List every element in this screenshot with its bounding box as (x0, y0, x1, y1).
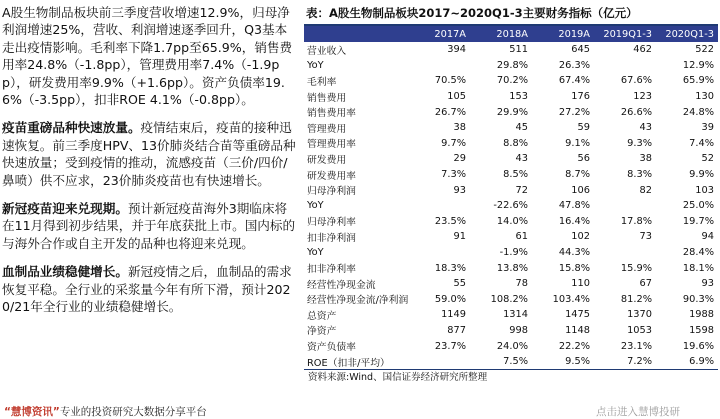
table-row (304, 260, 718, 276)
table-cell: 108.2% (490, 293, 528, 305)
row-label: 管理费用 (307, 123, 347, 135)
table-cell: 38 (639, 153, 652, 165)
table-row (304, 354, 718, 370)
table-cell: 9.1% (565, 137, 590, 149)
table-cell: 27.2% (558, 106, 590, 118)
header-cell: 2017A (434, 28, 466, 40)
row-label: 归母净利润 (307, 186, 356, 198)
table-cell: 19.6% (682, 340, 714, 352)
table-cell (408, 354, 470, 370)
table-row (304, 276, 718, 292)
table-cell: 90.3% (682, 293, 714, 305)
table-cell: 43 (639, 122, 652, 134)
header-cell: 2020Q1-3 (665, 28, 714, 40)
table-cell: 18.3% (434, 262, 466, 274)
header-cell: 2019A (558, 28, 590, 40)
row-label: 研发费用 (307, 154, 347, 166)
row-label: 研发费用率 (307, 170, 356, 182)
footer-text: 专业的投资研究大数据分享平台 (59, 406, 207, 418)
table-cell: 15.8% (558, 262, 590, 274)
table-row (304, 229, 718, 245)
table-header-row (304, 26, 718, 42)
row-label: 销售费用 (307, 92, 347, 104)
table-cell: 123 (633, 91, 652, 103)
table-cell (594, 198, 656, 214)
table-cell: -1.9% (499, 247, 528, 259)
row-label: 销售费用率 (307, 108, 356, 120)
table-cell: 38 (453, 122, 466, 134)
row-label: 管理费用率 (307, 139, 356, 151)
table-cell: 24.0% (496, 340, 528, 352)
table-cell: 16.4% (558, 215, 590, 227)
row-label: 经营性净现金流/净利润 (307, 295, 408, 307)
table-cell: 67.4% (558, 75, 590, 87)
table-cell: 9.3% (627, 137, 652, 149)
row-label: 总资产 (307, 310, 337, 322)
header-cell: 2018A (496, 28, 528, 40)
row-label: 资产负债率 (307, 342, 356, 354)
table-cell: 55 (453, 278, 466, 290)
row-label: YoY (307, 247, 324, 259)
paragraph-text: 新冠疫情之后，血制品的需求恢复平稳。全行业的采浆量今年有所下滑，预计2020/21年全行业的业绩稳健增长。 (2, 264, 292, 315)
table-row (304, 73, 718, 89)
table-row (304, 136, 718, 152)
table-cell: 103.4% (552, 293, 590, 305)
table-body (304, 42, 718, 369)
financial-table-panel (304, 2, 718, 386)
table-cell: 8.7% (565, 169, 590, 181)
paragraph-covid-vaccine (2, 200, 298, 252)
row-label: 营业收入 (307, 45, 347, 57)
table-cell: 1988 (689, 309, 714, 321)
table-source: 资料来源:Wind、国信证券经济研究所整理 (304, 369, 718, 386)
header-cell: 2019Q1-3 (603, 28, 652, 40)
table-cell: 19.7% (682, 215, 714, 227)
table-cell: 106 (571, 184, 590, 196)
table-cell: 9.9% (689, 169, 714, 181)
table-row (304, 245, 718, 261)
table-cell: 998 (509, 324, 528, 336)
table-cell: 59.0% (434, 293, 466, 305)
table-cell: 17.8% (620, 215, 652, 227)
table-row (304, 151, 718, 167)
table-cell: 13.8% (496, 262, 528, 274)
table-cell: 29.9% (496, 106, 528, 118)
table-cell: 23.1% (620, 340, 652, 352)
paragraph-vaccine (2, 119, 298, 189)
paragraph-text: 预计新冠疫苗海外3期临床将在11月得到初步结果，并于年底获批上市。国内标的与海外合作或自主开发的品种也将迎来兑现。 (2, 201, 296, 251)
table-cell: 22.2% (558, 340, 590, 352)
table-cell (594, 245, 656, 261)
table-cell: 23.5% (434, 215, 466, 227)
table-cell: 26.6% (620, 106, 652, 118)
table-cell: 26.3% (558, 59, 590, 71)
table-cell: 9.5% (565, 356, 590, 368)
table-row (304, 292, 718, 308)
table-cell: 1314 (503, 309, 528, 321)
row-label: 经营性净现金流 (307, 279, 376, 291)
table-cell: 6.9% (689, 356, 714, 368)
table-cell: 93 (701, 278, 714, 290)
table-row (304, 42, 718, 58)
table-cell: 61 (515, 231, 528, 243)
table-cell: 70.2% (496, 75, 528, 87)
table-row (304, 338, 718, 354)
paragraph-text: A股生物制品板块前三季度营收增速12.9%，归母净利润增速25%，营收、利润增速逐季回升，Q3基本走出疫情影响。毛利率下降1.7pp至65.9%，销售费用率24.8%（-1.8pp），管理费用率7.4%（-1.9pp），研发费用率9.9%（+1.6pp）。资产负债率19.6%（-3.5pp），扣非ROE 4.1%（-0.8pp）。 (2, 5, 293, 108)
paragraph-lead: 新冠疫苗迎来兑现期。 (2, 201, 128, 217)
table-row (304, 198, 718, 214)
table-cell: 44.3% (558, 247, 590, 259)
table-cell: 176 (571, 91, 590, 103)
row-label: YoY (307, 200, 324, 212)
table-title: 表：A股生物制品板块2017~2020Q1-3主要财务指标（亿元） (304, 2, 718, 26)
row-label: 毛利率 (307, 76, 337, 88)
table-cell: 82 (639, 184, 652, 196)
table-cell: 1370 (627, 309, 652, 321)
table-row (304, 214, 718, 230)
table-cell: 29 (453, 153, 466, 165)
table-cell: 1598 (689, 324, 714, 336)
header-cell (304, 26, 408, 42)
table-cell: 153 (509, 91, 528, 103)
table-cell: 81.2% (620, 293, 652, 305)
table-cell: 39 (701, 122, 714, 134)
table-row (304, 182, 718, 198)
paragraph-lead: 疫苗重磅品种快速放量。 (2, 120, 141, 136)
row-label: ROE（扣非/平均） (307, 357, 390, 369)
table-cell: 78 (515, 278, 528, 290)
table-cell: 8.3% (627, 169, 652, 181)
table-cell: 8.5% (503, 169, 528, 181)
table-cell: 102 (571, 231, 590, 243)
table-cell: 56 (577, 153, 590, 165)
paragraph-text: 疫情结束后，疫苗的接种迅速恢复。前三季度HPV、13价肺炎结合苗等重磅品种快速放量；受到疫情的推动，流感疫苗（三价/四价/鼻喷）供不应求，23价肺炎疫苗也有快速增长。 (2, 120, 296, 188)
table-cell: 1149 (441, 309, 466, 321)
table-cell: 43 (515, 153, 528, 165)
table-cell: 7.2% (627, 356, 652, 368)
table-cell: 59 (577, 122, 590, 134)
table-cell (408, 245, 470, 261)
table-cell: 130 (695, 91, 714, 103)
table-cell: 511 (509, 44, 528, 56)
table-cell: 7.5% (503, 356, 528, 368)
table-cell: -22.6% (493, 200, 528, 212)
row-label: 扣非净利率 (307, 264, 356, 276)
table-row (304, 58, 718, 74)
table-row (304, 120, 718, 136)
table-cell: 110 (571, 278, 590, 290)
table-cell: 645 (571, 44, 590, 56)
table-cell: 462 (633, 44, 652, 56)
table-cell: 52 (701, 153, 714, 165)
table-cell: 25.0% (682, 200, 714, 212)
table-cell: 91 (453, 231, 466, 243)
table-cell: 1475 (565, 309, 590, 321)
table-row (304, 89, 718, 105)
table-cell: 18.1% (682, 262, 714, 274)
table-cell: 65.9% (682, 75, 714, 87)
table-cell: 29.8% (496, 59, 528, 71)
table-row (304, 104, 718, 120)
table-cell: 14.0% (496, 215, 528, 227)
table-cell: 23.7% (434, 340, 466, 352)
row-label: 净资产 (307, 326, 337, 338)
table-cell: 1053 (627, 324, 652, 336)
table-cell: 12.9% (682, 59, 714, 71)
table-cell: 522 (695, 44, 714, 56)
table-cell (408, 58, 470, 74)
table-cell: 15.9% (620, 262, 652, 274)
row-label: YoY (307, 59, 324, 71)
table-cell: 28.4% (682, 247, 714, 259)
table-cell: 9.7% (441, 137, 466, 149)
text-column (2, 4, 298, 327)
table-cell: 47.8% (558, 200, 590, 212)
paragraph-blood-products (2, 263, 298, 315)
table-cell: 394 (447, 44, 466, 56)
table-cell: 1148 (565, 324, 590, 336)
table-cell: 7.4% (689, 137, 714, 149)
table-cell (408, 198, 470, 214)
table-cell: 24.8% (682, 106, 714, 118)
row-label: 扣非净利润 (307, 232, 356, 244)
paragraph-overview (2, 4, 298, 108)
table-cell (594, 58, 656, 74)
table-row (304, 323, 718, 339)
table-cell: 105 (447, 91, 466, 103)
table-cell: 45 (515, 122, 528, 134)
footer-bar (0, 405, 720, 419)
financial-table (304, 26, 718, 369)
footer-brand: “慧博资讯” (4, 406, 60, 418)
table-cell: 103 (695, 184, 714, 196)
table-cell: 67.6% (620, 75, 652, 87)
table-cell: 877 (447, 324, 466, 336)
table-row (304, 307, 718, 323)
table-cell: 94 (701, 231, 714, 243)
table-cell: 72 (515, 184, 528, 196)
table-cell: 93 (453, 184, 466, 196)
table-cell: 70.5% (434, 75, 466, 87)
table-cell: 26.7% (434, 106, 466, 118)
row-label: 归母净利率 (307, 217, 356, 229)
table-row (304, 167, 718, 183)
table-cell: 73 (639, 231, 652, 243)
paragraph-lead: 血制品业绩稳健增长。 (2, 264, 128, 280)
table-cell: 8.8% (503, 137, 528, 149)
table-cell: 67 (639, 278, 652, 290)
table-cell: 7.3% (441, 169, 466, 181)
footer-link[interactable]: 点击进入慧博投研 (596, 406, 680, 418)
